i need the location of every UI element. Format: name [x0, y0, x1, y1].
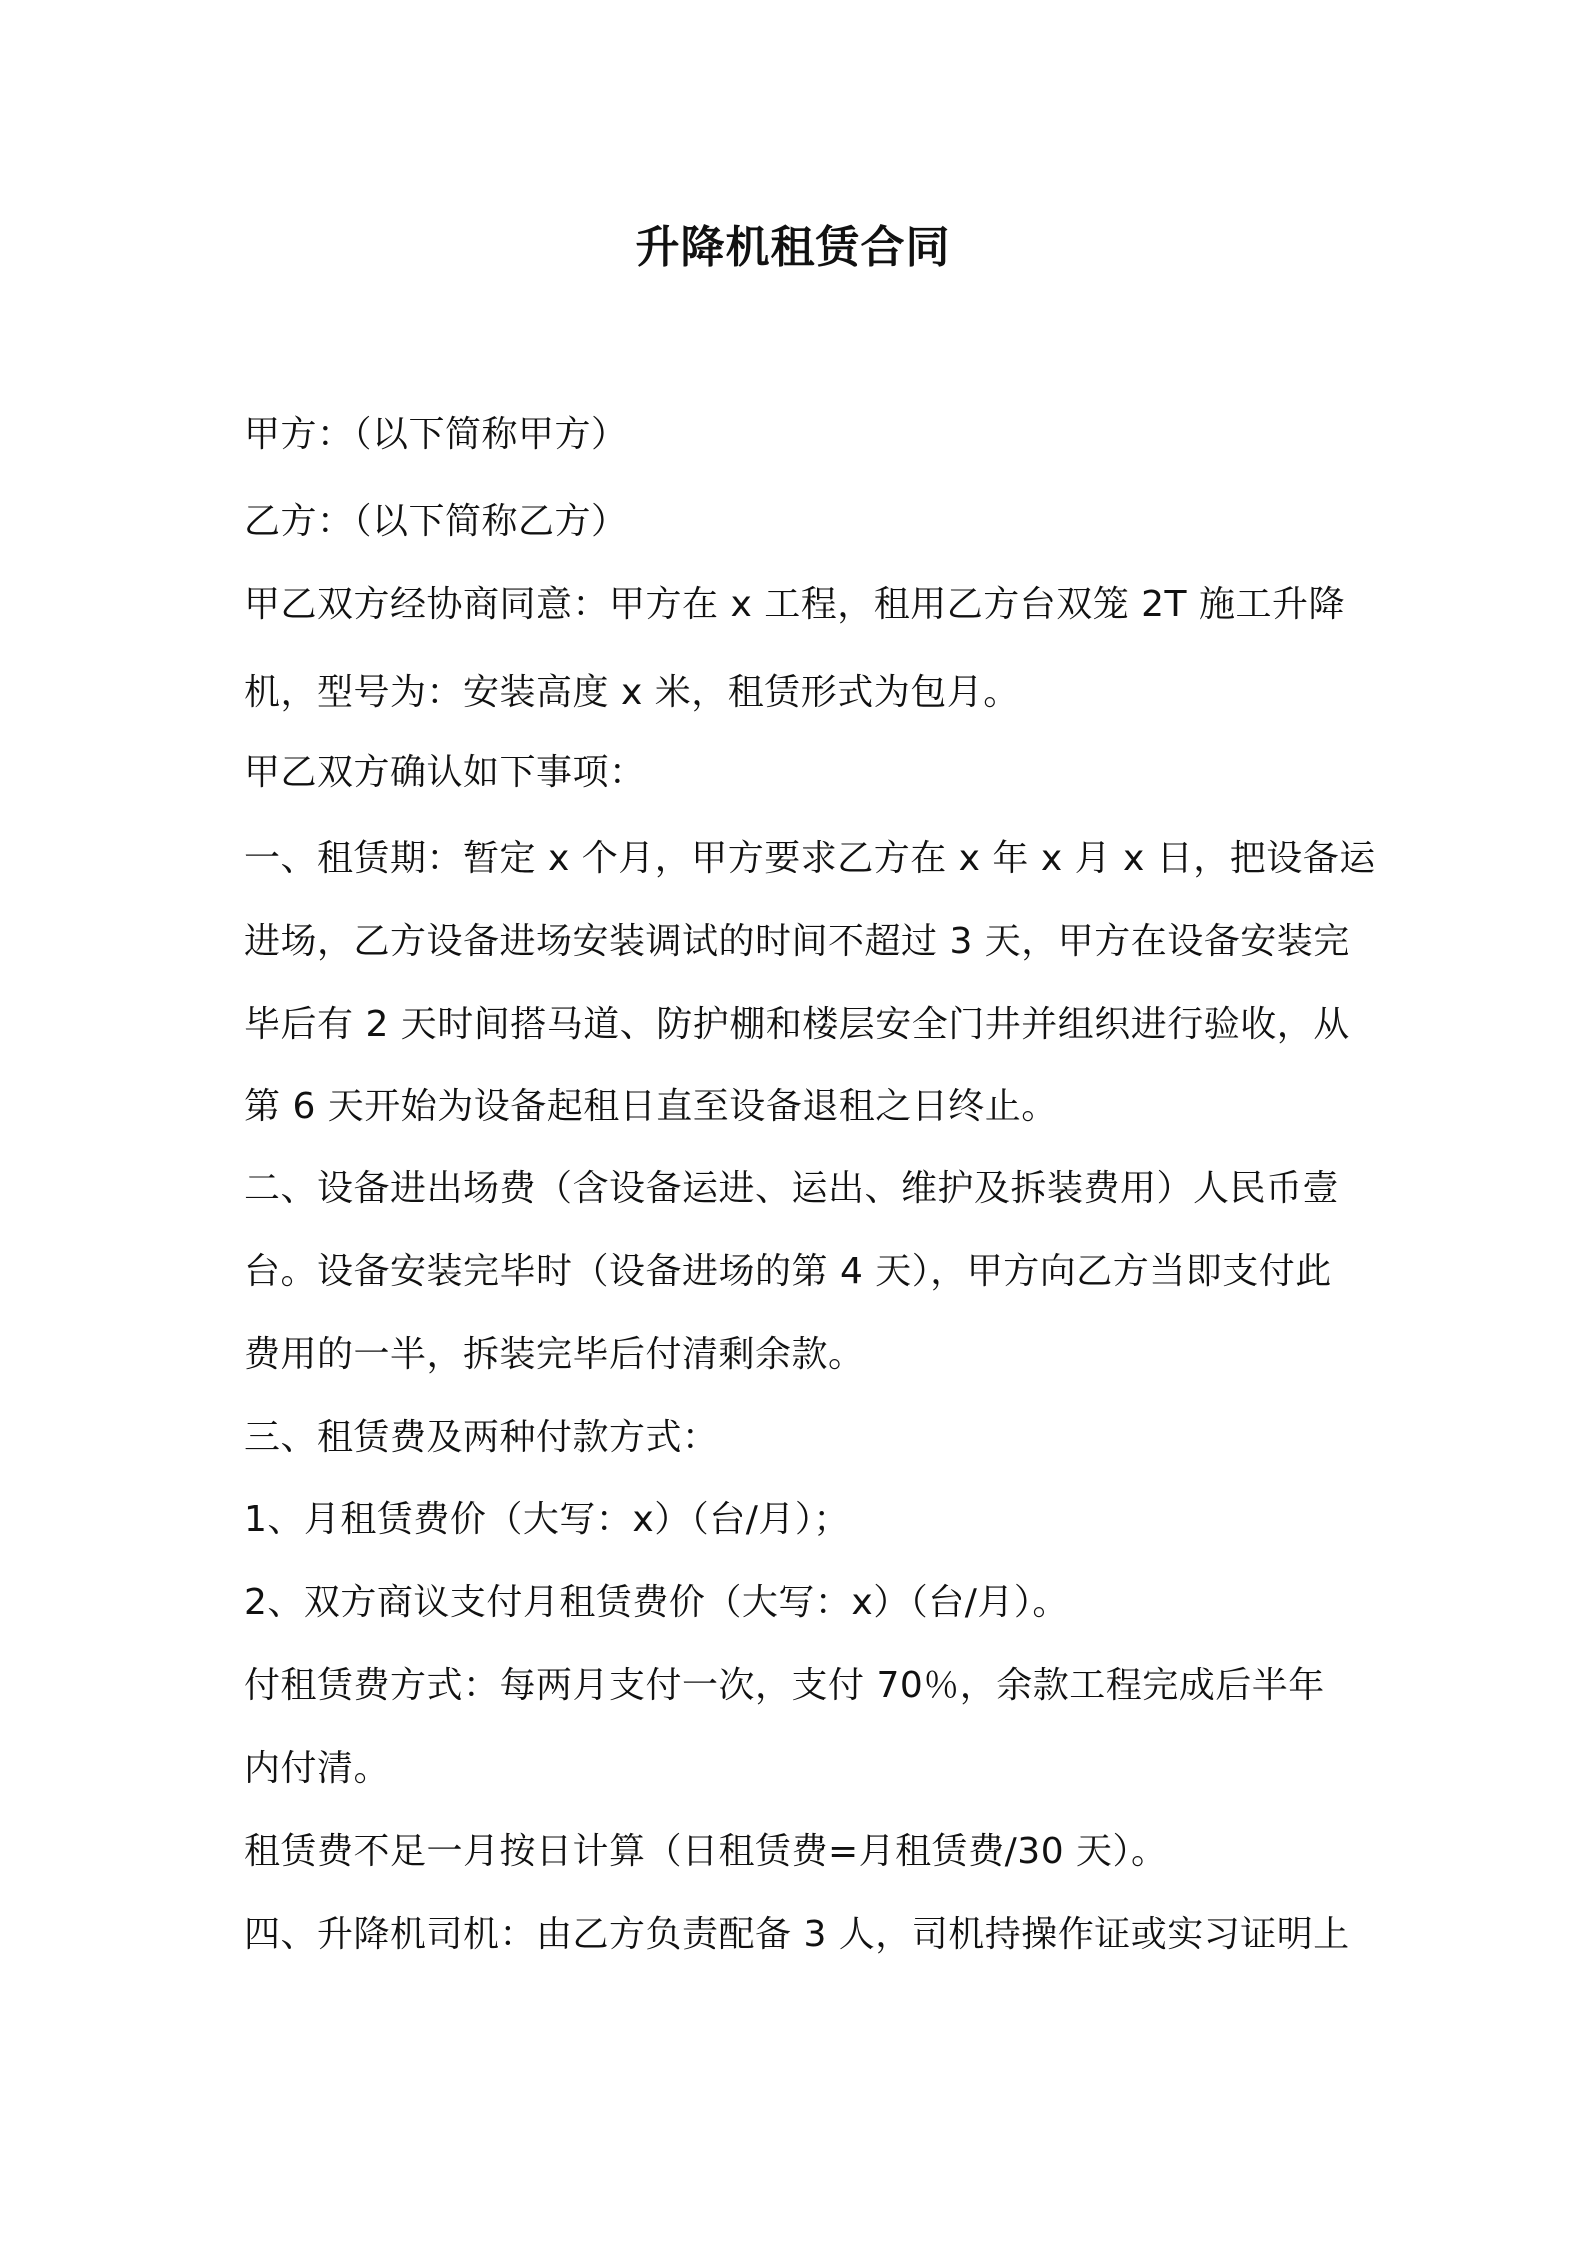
party-b-line: 乙方：（以下简称乙方） [244, 501, 628, 542]
confirmation-heading: 甲乙双方确认如下事项： [244, 752, 646, 793]
document-title: 升降机租赁合同 [635, 222, 951, 273]
agreement-line-2: 机，型号为：安装高度 x 米，租赁形式为包月。 [244, 672, 1020, 713]
clause-3-heading: 三、租赁费及两种付款方式： [244, 1417, 719, 1458]
payment-option-2: 2、双方商议支付月租赁费价（大写：x）（台/月）。 [244, 1582, 1069, 1623]
payment-option-1: 1、月租赁费价（大写：x）（台/月）； [244, 1499, 850, 1540]
clause-1-line-1: 一、租赁期：暂定 x 个月，甲方要求乙方在 x 年 x 月 x 日，把设备运 [244, 838, 1376, 879]
party-a-line: 甲方：（以下简称甲方） [244, 414, 628, 455]
clause-2-line-3: 费用的一半，拆装完毕后付清剩余款。 [244, 1334, 865, 1375]
clause-4-line-1: 四、升降机司机：由乙方负责配备 3 人，司机持操作证或实习证明上 [244, 1914, 1350, 1955]
clause-1-line-3: 毕后有 2 天时间搭马道、防护棚和楼层安全门井并组织进行验收，从 [244, 1004, 1350, 1045]
payment-method-line-2: 内付清。 [244, 1748, 391, 1789]
clause-1-line-2: 进场，乙方设备进场安装调试的时间不超过 3 天，甲方在设备安装完 [244, 921, 1350, 962]
clause-1-line-4: 第 6 天开始为设备起租日直至设备退租之日终止。 [244, 1086, 1058, 1127]
agreement-line-1: 甲乙双方经协商同意：甲方在 x 工程，租用乙方台双笼 2T 施工升降 [244, 584, 1345, 625]
daily-rate-note: 租赁费不足一月按日计算（日租赁费=月租赁费/30 天）。 [244, 1831, 1168, 1872]
clause-2-line-1: 二、设备进出场费（含设备运进、运出、维护及拆装费用）人民币壹 [244, 1168, 1340, 1209]
payment-method-line-1: 付租赁费方式：每两月支付一次，支付 70％，余款工程完成后半年 [244, 1665, 1325, 1706]
clause-2-line-2: 台。设备安装完毕时（设备进场的第 4 天），甲方向乙方当即支付此 [244, 1251, 1332, 1292]
